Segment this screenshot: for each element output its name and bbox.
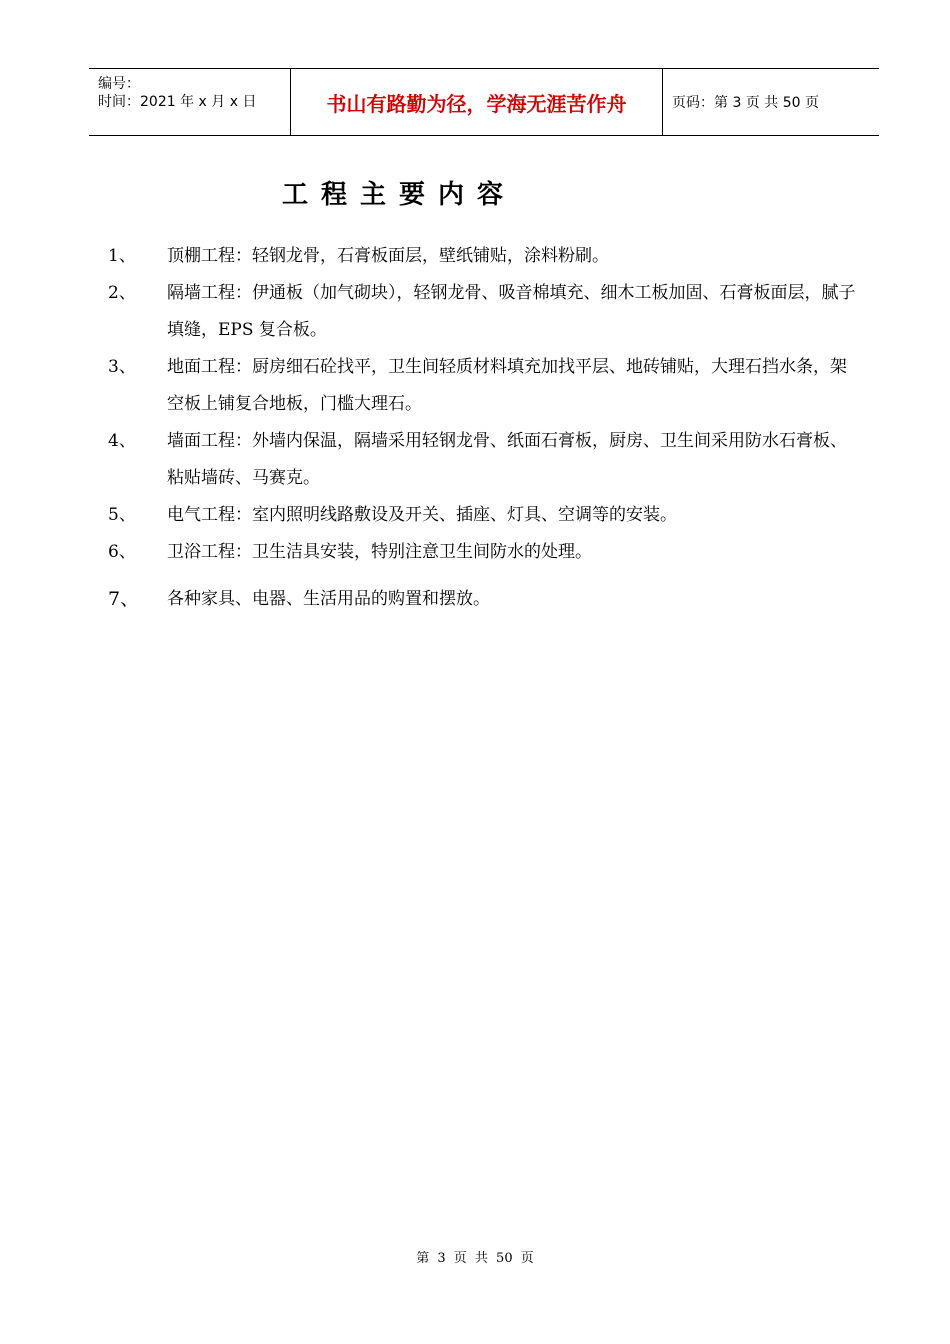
- item-number: 1、: [108, 246, 136, 266]
- list-item: [108, 581, 868, 618]
- item-text: 墙面工程：外墙内保温，隔墙采用轻钢龙骨、纸面石膏板，厨房、卫生间采用防水石膏板、粘贴墙砖、马赛克。: [167, 431, 847, 488]
- content-list: [108, 238, 868, 618]
- header-motto: 书山有路勤为径，学海无涯苦作舟: [291, 69, 663, 135]
- page-header: [89, 68, 879, 136]
- list-item: [108, 497, 868, 534]
- list-item: [108, 534, 868, 571]
- item-number: 3、: [108, 357, 136, 377]
- page-number-label: 页码：第 3 页 共 50 页: [672, 95, 819, 111]
- item-number: 6、: [108, 542, 136, 562]
- item-text: 地面工程：厨房细石砼找平，卫生间轻质材料填充加找平层、地砖铺贴，大理石挡水条，架空板上铺复合地板，门槛大理石。: [167, 357, 847, 414]
- page-footer: 第 3 页 共 50 页: [416, 1251, 534, 1266]
- list-item: [108, 423, 868, 497]
- item-number: 2、: [108, 283, 136, 303]
- number-label: 编号：: [98, 76, 140, 92]
- item-text: 顶棚工程：轻钢龙骨，石膏板面层，壁纸铺贴，涂料粉刷。: [167, 246, 609, 266]
- item-text: 电气工程：室内照明线路敷设及开关、插座、灯具、空调等的安装。: [167, 505, 677, 525]
- item-text: 隔墙工程：伊通板（加气砌块），轻钢龙骨、吸音棉填充、细木工板加固、石膏板面层，腻子填缝，EPS 复合板。: [167, 283, 856, 340]
- item-text: 各种家具、电器、生活用品的购置和摆放。: [167, 589, 490, 609]
- header-meta: [89, 69, 291, 135]
- item-number: 4、: [108, 431, 136, 451]
- item-number: 7、: [108, 588, 140, 610]
- list-item: [108, 238, 868, 275]
- item-number: 5、: [108, 505, 136, 525]
- list-item: [108, 349, 868, 423]
- document-title: 工程主要内容: [282, 180, 517, 210]
- time-label: 时间：2021 年 x 月 x 日: [98, 94, 257, 110]
- list-item: [108, 275, 868, 349]
- item-text: 卫浴工程：卫生洁具安装，特别注意卫生间防水的处理。: [167, 542, 592, 562]
